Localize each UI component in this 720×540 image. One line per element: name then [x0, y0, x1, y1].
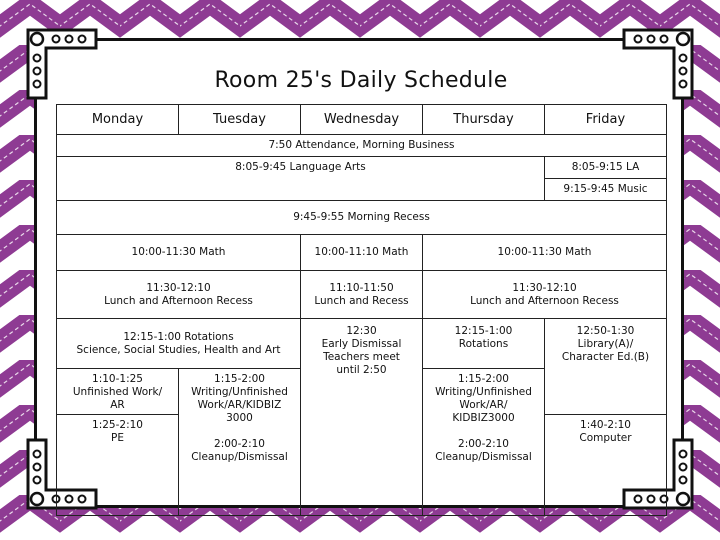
tuesday-writing-line1: Writing/Unfinished [191, 386, 288, 398]
day-header-friday: Friday [545, 105, 667, 135]
math-row [57, 235, 667, 271]
corner-dot [34, 55, 41, 62]
header-row [57, 105, 667, 135]
corner-dot [635, 36, 642, 43]
lunch-wednesday-label: Lunch and Recess [314, 294, 409, 307]
schedule-table [56, 104, 667, 516]
tuesday-cleanup-label: Cleanup/Dismissal [191, 451, 288, 463]
monday-unfinished-cell [57, 369, 179, 415]
thursday-cleanup-label: Cleanup/Dismissal [435, 451, 532, 463]
thursday-writing-time: 1:15-2:00 [458, 373, 509, 385]
early-dismissal-cell [301, 319, 423, 516]
corner-dot [661, 36, 668, 43]
corner-dot [680, 68, 687, 75]
math-thu-fri-cell: 10:00-11:30 Math [423, 235, 667, 271]
rotations-mon-tue-time: 12:15-1:00 Rotations [123, 330, 234, 343]
monday-pe-label: PE [111, 432, 124, 444]
friday-computer-label: Computer [579, 432, 632, 444]
friday-library-time: 12:50-1:30 [576, 325, 635, 337]
monday-unfinished-line1: Unfinished Work/ [72, 386, 163, 398]
early-dismissal-line2: Teachers meet [323, 351, 400, 363]
corner-dot [680, 451, 687, 458]
day-header-wednesday: Wednesday [301, 105, 423, 135]
attendance-cell: 7:50 Attendance, Morning Business [57, 135, 667, 157]
early-dismissal-line3: until 2:50 [336, 364, 387, 376]
day-header-tuesday: Tuesday [179, 105, 301, 135]
friday-library-cell [545, 319, 667, 415]
lunch-mon-tue-time: 11:30-12:10 [146, 281, 211, 294]
tuesday-cleanup-time: 2:00-2:10 [214, 438, 265, 450]
lunch-wednesday-time: 11:10-11:50 [329, 281, 394, 294]
corner-dot [31, 493, 43, 505]
thursday-writing-line3: KIDBIZ3000 [452, 412, 515, 424]
thursday-writing-line1: Writing/Unfinished [435, 386, 532, 398]
lunch-thu-fri-label: Lunch and Afternoon Recess [470, 294, 619, 307]
lunch-row [57, 271, 667, 319]
corner-dot [34, 464, 41, 471]
page-title: Room 25's Daily Schedule [214, 68, 508, 93]
math-mon-tue-cell: 10:00-11:30 Math [57, 235, 301, 271]
corner-dot [34, 68, 41, 75]
lunch-mon-tue-label: Lunch and Afternoon Recess [104, 294, 253, 307]
monday-unfinished-line2: AR [110, 399, 125, 411]
attendance-row [57, 135, 667, 157]
friday-library-line1: Library(A)/ [577, 338, 634, 350]
rotations-row [57, 319, 667, 369]
thursday-writing-cell [423, 369, 545, 516]
friday-library-line2: Character Ed.(B) [561, 351, 650, 363]
corner-dot [680, 55, 687, 62]
language-arts-cell [57, 157, 545, 201]
language-arts-label: 8:05-9:45 Language Arts [235, 161, 366, 173]
corner-dot [680, 81, 687, 88]
corner-dot [53, 36, 60, 43]
thursday-writing-line2: Work/AR/ [459, 399, 508, 411]
thursday-rotations-label: Rotations [458, 338, 509, 350]
tuesday-writing-time: 1:15-2:00 [214, 373, 265, 385]
language-arts-row [57, 157, 667, 179]
thursday-cleanup-time: 2:00-2:10 [458, 438, 509, 450]
rotations-mon-tue-label: Science, Social Studies, Health and Art [76, 343, 281, 356]
early-dismissal-line1: Early Dismissal [321, 338, 402, 350]
morning-recess-row [57, 201, 667, 235]
lunch-wednesday-cell [301, 271, 423, 319]
thursday-rotations-time: 12:15-1:00 [454, 325, 513, 337]
corner-dot [677, 33, 689, 45]
math-wednesday-cell: 10:00-11:10 Math [301, 235, 423, 271]
corner-dot [677, 493, 689, 505]
day-header-monday: Monday [57, 105, 179, 135]
monday-pe-time: 1:25-2:10 [92, 419, 143, 431]
monday-unfinished-time: 1:10-1:25 [92, 373, 143, 385]
corner-dot [34, 477, 41, 484]
monday-pe-cell [57, 415, 179, 516]
early-dismissal-time: 12:30 [346, 325, 377, 337]
corner-dot [680, 477, 687, 484]
friday-computer-cell [545, 415, 667, 516]
corner-dot [31, 33, 43, 45]
corner-dot [66, 36, 73, 43]
corner-dot [648, 36, 655, 43]
lunch-thu-fri-time: 11:30-12:10 [512, 281, 577, 294]
friday-music-cell: 9:15-9:45 Music [545, 179, 667, 201]
corner-dot [34, 81, 41, 88]
tuesday-writing-line3: 3000 [226, 412, 253, 424]
tuesday-writing-line2: Work/AR/KIDBIZ [197, 399, 282, 411]
corner-dot [34, 451, 41, 458]
corner-dot [79, 36, 86, 43]
friday-la-cell: 8:05-9:15 LA [545, 157, 667, 179]
lunch-mon-tue-cell [57, 271, 301, 319]
tuesday-writing-cell [179, 369, 301, 516]
morning-recess-cell: 9:45-9:55 Morning Recess [57, 201, 667, 235]
day-header-thursday: Thursday [423, 105, 545, 135]
corner-dot [680, 464, 687, 471]
thursday-rotations-cell [423, 319, 545, 369]
rotations-mon-tue-cell [57, 319, 301, 369]
lunch-thu-fri-cell [423, 271, 667, 319]
friday-computer-time: 1:40-2:10 [580, 419, 631, 431]
